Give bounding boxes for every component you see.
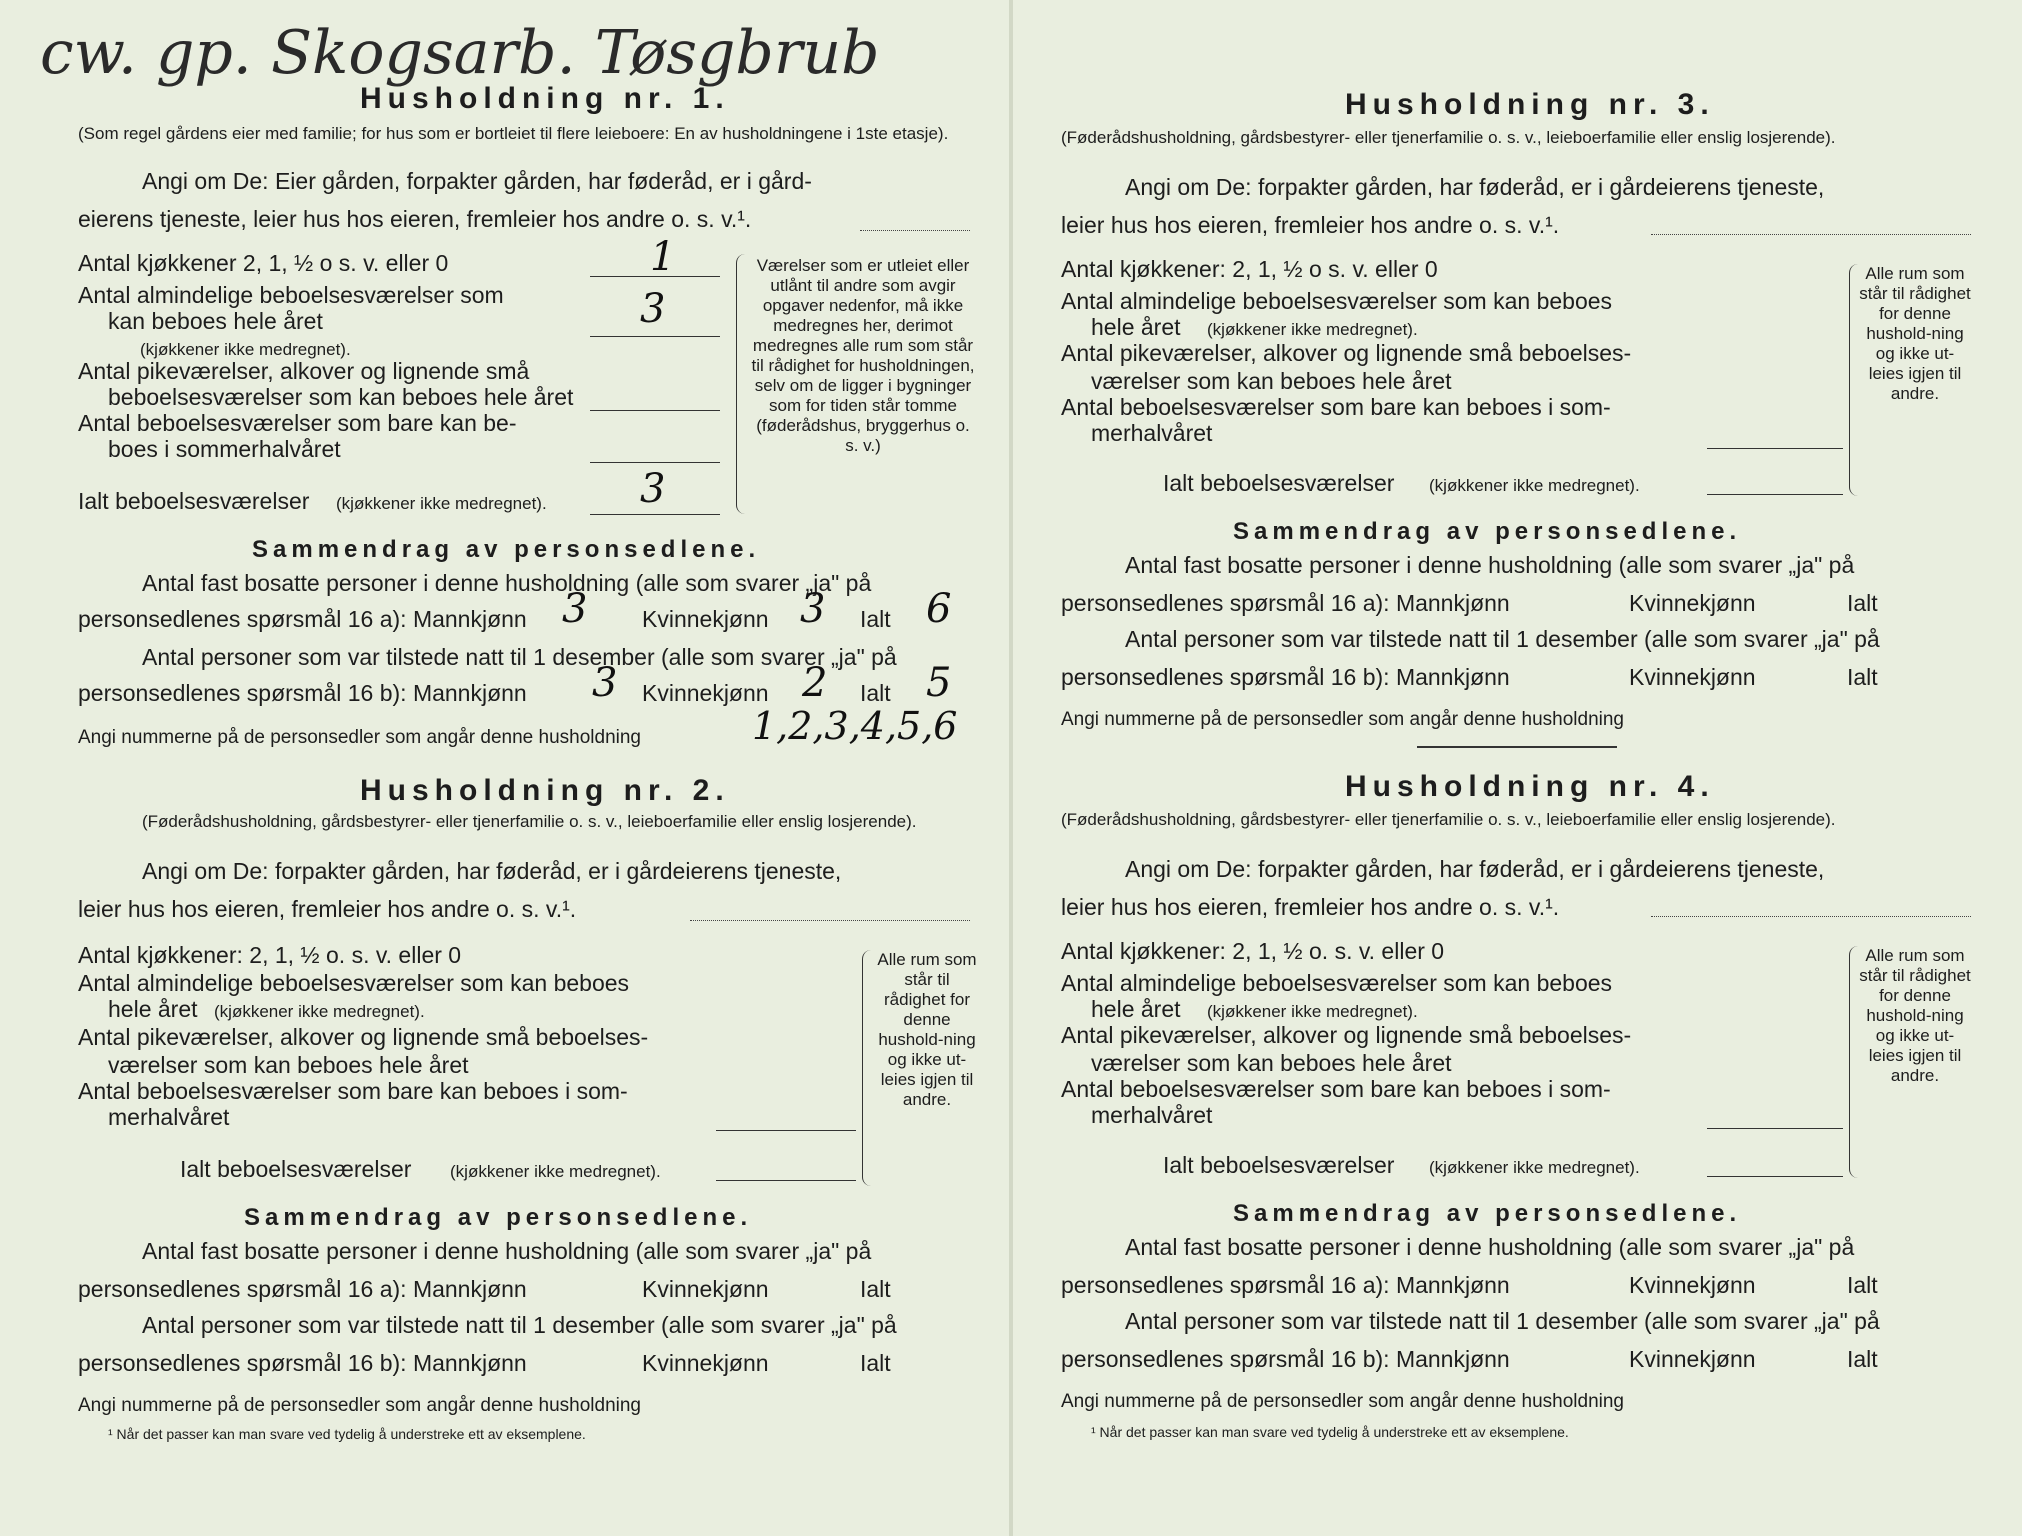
h1-total-value: 3 [640, 466, 666, 512]
h1-s1-female: 3 [800, 586, 826, 632]
footnote-right: ¹ Når det passer kan man svare ved tydelig å understreke ett av eksemplene. [1091, 1424, 1569, 1440]
h1-angi-line1: Angi om De: Eier gården, forpakter gården, har føderåd, er i gård- [142, 168, 812, 194]
h1-total-label: Ialt beboelsesværelser [78, 488, 310, 514]
h1-note: (Som regel gårdens eier med familie; for hus som er bortleiet til flere leieboere: En av husholdningene i 1ste etasje). [78, 124, 949, 143]
h1-maid-rooms-label: Antal pikeværelser, alkover og lignende små [78, 358, 530, 384]
h1-s1-male: 3 [562, 586, 588, 632]
h1-summary-title: Sammendrag av personsedlene. [252, 536, 761, 563]
right-page: Husholdning nr. 3. (Føderådshusholdning, gårdsbestyrer- eller tjenerfamilie o. s. v., leieboerfamilie eller enslig losjerende). Angi om De: forpakter gården, har føderåd, er i gårdeierens tjeneste, leier hus hos eieren, fremleier hos andre o. s. v.¹. Antal kjøkkener: 2, 1, ½ o s. v. eller 0 Antal almindelige beboelsesværelser som kan beboes hele året (kjøkkener ikke medregnet). Antal pikeværelser, alkover og lignende små beboelses- værelser som kan beboes hele året Antal beboelsesværelser som bare kan beboes i som- merhalvåret Ialt beboelsesværelser (kjøkkener ikke medregnet). Alle rum som står til rådighet for denne hushold-ning og ikke ut-leies igjen til andre. Sammendrag av personsedlene. Antal fast bosatte personer i denne husholdning (alle som svarer „ja" på personsedlenes spørsmål 16 a): Mannkjønn Kvinnekjønn Ialt Antal personer som var tilstede natt til 1 desember (alle som svarer „ja" på personsedlenes spørsmål 16 b): Mannkjønn Kvinnekjønn Ialt Angi nummerne på de personsedler som angår denne husholdning Husholdning nr. 4. (Føderådshusholdning, gårdsbestyrer- eller tjenerfamilie o. s. v., leieboerfamilie eller enslig losjerende). Angi om De: forpakter gården, har føderåd, er i gårdeierens tjeneste, leier hus hos eieren, fremleier hos andre o. s. v.¹. Antal kjøkkener: 2, 1, ½ o. s. v. eller 0 Antal almindelige beboelsesværelser som kan beboes hele året (kjøkkener ikke medregnet). Antal pikeværelser, alkover og lignende små beboelses- værelser som kan beboes hele året Antal beboelsesværelser som bare kan beboes i som- merhalvåret Ialt beboelsesværelser (kjøkkener ikke medregnet). Alle rum som står til rådighet for denne hushold-ning og ikke ut-leies igjen til andre. Sammendrag av personsedlene. Antal fast bosatte personer i denne husholdning (alle som svarer „ja" på personsedlenes spørsmål 16 a): Mannkjønn Kvinnekjønn Ialt Antal personer som var tilstede natt til 1 desember (alle som svarer „ja" på personsedlenes spørsmål 16 b): Mannkjønn Kvinnekjønn Ialt Angi nummerne på de personsedler som angår denne husholdning ¹ Når det passer kan man svare ved tydelig å understreke ett av eksemplene. [1061, 88, 1971, 1440]
h1-s2-total: 5 [926, 660, 952, 706]
h1-numbers-value: 1,2,3,4,5,6 [752, 704, 958, 748]
h1-title: Husholdning nr. 1. [360, 82, 730, 115]
h1-s1-total: 6 [926, 586, 952, 632]
handwritten-annotation: cw. gp. Skogsarb. Tøsgbrub [40, 18, 880, 88]
h1-s2-female: 2 [802, 660, 828, 706]
h1-s2-male: 3 [592, 660, 618, 706]
h1-rooms-value: 3 [640, 286, 666, 332]
h1-kitchens-label: Antal kjøkkener 2, 1, ½ o s. v. eller 0 [78, 250, 449, 276]
h3-title: Husholdning nr. 3. [1345, 88, 1715, 121]
h2-title: Husholdning nr. 2. [360, 774, 730, 807]
h1-bracket-note: Værelser som er utleiet eller utlånt til andre som avgir opgaver nedenfor, må ikke medregnes her, derimot medregnes alle rum som står til rådighet for husholdningen, selv om de ligger i bygninger som for tiden står tomme (føderådshus, bryggerhus o. s. v.) [751, 256, 975, 455]
footnote-left: ¹ Når det passer kan man svare ved tydelig å understreke ett av eksemplene. [108, 1426, 586, 1442]
h1-angi-line2: eierens tjeneste, leier hus hos eieren, fremleier hos andre o. s. v.¹. [78, 206, 752, 232]
h1-kitchens-value: 1 [650, 234, 676, 280]
h4-title: Husholdning nr. 4. [1345, 770, 1715, 803]
h1-summer-rooms-label: Antal beboelsesværelser som bare kan be- [78, 410, 517, 436]
left-page: cw. gp. Skogsarb. Tøsgbrub Husholdning nr. 1. (Som regel gårdens eier med familie; for hus som er bortleiet til flere leieboere: En av husholdningene i 1ste etasje). Angi om De: Eier gården, forpakter gården, har føderåd, er i gård- eierens tjeneste, leier hus hos eieren, fremleier hos andre o. s. v.¹. Antal kjøkkener 2, 1, ½ o s. v. eller 0 1 Antal almindelige beboelsesværelser som kan beboes hele året 3 (kjøkkener ikke medregnet). Antal pikeværelser, alkover og lignende små beboelsesværelser som kan beboes hele året Antal beboelsesværelser som bare kan be- boes i sommerhalvåret Ialt beboelsesværelser (kjøkkener ikke medregnet). 3 Værelser som er utleiet eller utlånt til andre som avgir opgaver nedenfor, må ikke medregnes her, derimot medregnes alle rum som står til rådighet for husholdningen, selv om de ligger i bygninger som for tiden står tomme (føderådshus, bryggerhus o. s. v.) Sammendrag av personsedlene. Antal fast bosatte personer i denne husholdning (alle som svarer „ja" på personsedlenes spørsmål 16 a): Mannkjønn 3 Kvinnekjønn 3 Ialt 6 Antal personer som var tilstede natt til 1 desember (alle som svarer „ja" på personsedlenes spørsmål 16 b): Mannkjønn 3 Kvinnekjønn 2 Ialt 5 Angi nummerne på de personsedler som angår denne husholdning 1,2,3,4,5,6 Husholdning nr. 2. (Føderådshusholdning, gårdsbestyrer- eller tjenerfamilie o. s. v., leieboerfamilie eller enslig losjerende). Angi om De: forpakter gården, har føderåd, er i gårdeierens tjeneste, leier hus hos eieren, fremleier hos andre o. s. v.¹. Antal kjøkkener: 2, 1, ½ o. s. v. eller 0 Antal almindelige beboelsesværelser som kan beboes hele året (kjøkkener ikke medregnet). Antal pikeværelser, alkover og lignende små beboelses- værelser som kan beboes hele året Antal beboelsesværelser som bare kan beboes i som- merhalvåret Ialt beboelsesværelser (kjøkkener ikke medregnet). Alle rum som står til rådighet for denne hushold-ning og ikke ut-leies igjen til andre. Sammendrag av personsedlene. Antal fast bosatte personer i denne husholdning (alle som svarer „ja" på personsedlenes spørsmål 16 a): Mannkjønn Kvinnekjønn Ialt Antal personer som var tilstede natt til 1 desember (alle som svarer „ja" på personsedlenes spørsmål 16 b): Mannkjønn Kvinnekjønn Ialt Angi nummerne på de personsedler som angår denne husholdning ¹ Når det passer kan man svare ved tydelig å understreke ett av eksemplene. [40, 18, 977, 1442]
h1-rooms-label: Antal almindelige beboelsesværelser som [78, 282, 504, 308]
